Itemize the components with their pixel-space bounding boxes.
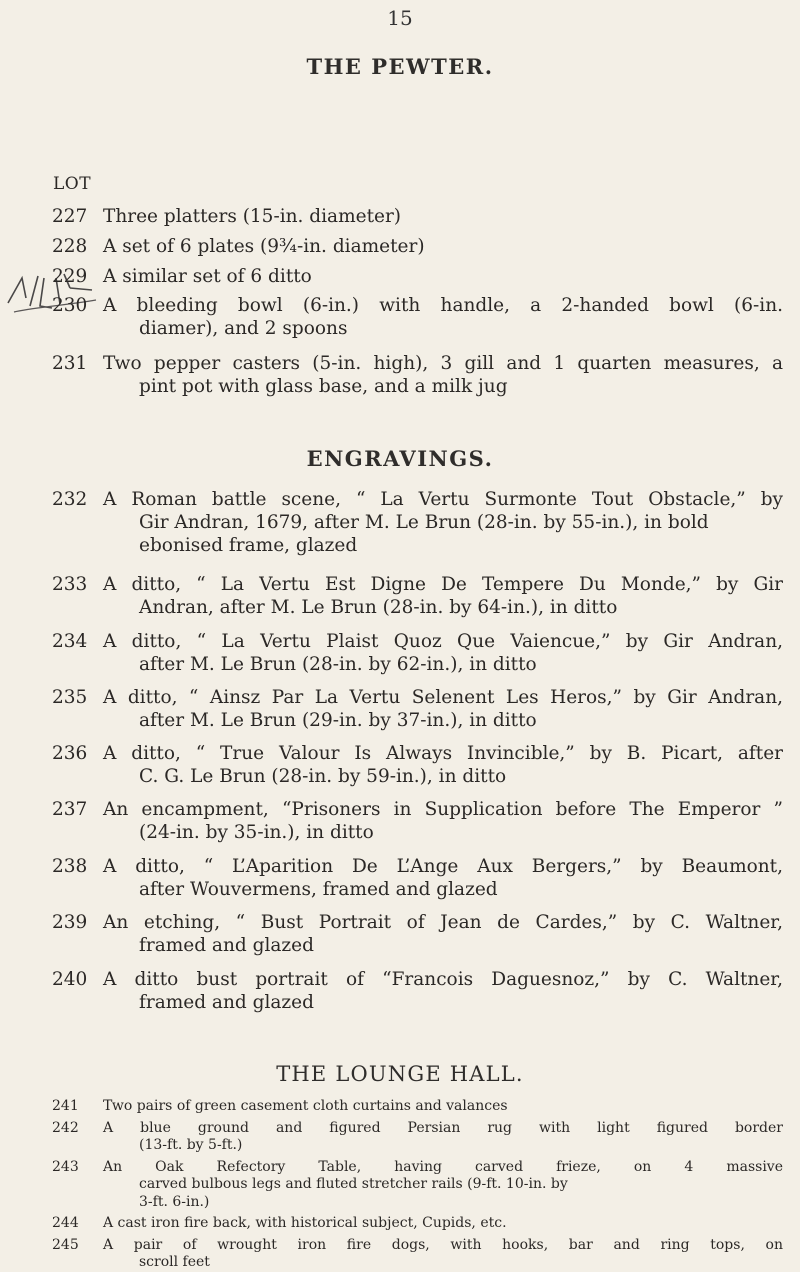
lot-description: Two pairs of green casement cloth curtains and valances (103, 1098, 508, 1114)
lot-number: 228 (52, 236, 88, 257)
lot-number: 231 (52, 353, 88, 374)
lot-description: A Roman battle scene, “ La Vertu Surmonte Tout Obstacle,” by (103, 489, 783, 510)
lot-description-cont: Gir Andran, 1679, after M. Le Brun (28-in. by 55-in.), in bold (139, 512, 709, 533)
lot-number: 239 (52, 912, 88, 933)
lot-description: A ditto, “ Ainsz Par La Vertu Selenent Les Heros,” by Gir Andran, (103, 687, 783, 708)
lot-number: 241 (52, 1098, 79, 1114)
lot-number: 238 (52, 856, 88, 877)
lot-number: 232 (52, 489, 88, 510)
lot-description: A ditto, “ L’Aparition De L’Ange Aux Bergers,” by Beaumont, (103, 856, 783, 877)
lot-number: 243 (52, 1158, 79, 1175)
lot-description-cont: C. G. Le Brun (28-in. by 59-in.), in ditto (139, 766, 507, 787)
lot-description: A ditto bust portrait of “Francois Daguesnoz,” by C. Waltner, (103, 969, 783, 990)
lot-number: 242 (52, 1119, 79, 1136)
lot-number: 233 (52, 574, 88, 595)
lot-description: Two pepper casters (5-in. high), 3 gill and 1 quarten measures, a (103, 353, 783, 374)
lot-number: 235 (52, 687, 88, 708)
lot-description-cont: after M. Le Brun (29-in. by 37-in.), in ditto (139, 710, 537, 731)
lot-description-cont: pint pot with glass base, and a milk jug (139, 376, 508, 397)
lot-number: 240 (52, 969, 88, 990)
lot-description-cont: Andran, after M. Le Brun (28-in. by 64-in.), in ditto (139, 597, 618, 618)
lot-description: A ditto, “ La Vertu Plaist Quoz Que Vaiencue,” by Gir Andran, (103, 631, 783, 652)
lot-description: A bleeding bowl (6-in.) with handle, a 2-handed bowl (6-in. (103, 295, 783, 316)
lot-description-cont: after Wouvermens, framed and glazed (139, 879, 498, 900)
lot-description-cont: diamer), and 2 spoons (139, 318, 348, 339)
lot-number: 234 (52, 631, 88, 652)
lot-description: Three platters (15-in. diameter) (103, 206, 402, 227)
lot-description-cont: (24-in. by 35-in.), in ditto (139, 822, 374, 843)
lot-number: 227 (52, 206, 88, 227)
lot-column-header: LOT (53, 174, 92, 194)
lot-description-cont: carved bulbous legs and fluted stretcher rails (9-ft. 10-in. by (139, 1176, 568, 1192)
lot-description-cont: framed and glazed (139, 935, 314, 956)
lot-description: An encampment, “Prisoners in Supplication before The Emperor ” (103, 799, 783, 820)
lot-description-cont: (13-ft. by 5-ft.) (139, 1137, 243, 1153)
section-title-lounge-hall: THE LOUNGE HALL. (276, 1062, 524, 1086)
lot-description: A set of 6 plates (9¾-in. diameter) (103, 236, 425, 257)
lot-description: A blue ground and figured Persian rug with light figured border (103, 1119, 783, 1136)
lot-number: 244 (52, 1215, 79, 1231)
lot-description: A similar set of 6 ditto (103, 266, 312, 287)
lot-description: A pair of wrought iron fire dogs, with hooks, bar and ring tops, on (103, 1236, 783, 1253)
lot-description: An Oak Refectory Table, having carved frieze, on 4 massive (103, 1158, 783, 1175)
lot-description-cont: after M. Le Brun (28-in. by 62-in.), in ditto (139, 654, 537, 675)
section-title-engravings: ENGRAVINGS. (306, 446, 494, 471)
lot-description: A ditto, “ La Vertu Est Digne De Tempere Du Monde,” by Gir (103, 574, 783, 595)
lot-description-cont: scroll feet (139, 1254, 210, 1270)
lot-number: 230 (52, 295, 88, 316)
section-title-pewter: THE PEWTER. (306, 54, 494, 79)
lot-description: An etching, “ Bust Portrait of Jean de Cardes,” by C. Waltner, (103, 912, 783, 933)
lot-number: 245 (52, 1236, 79, 1253)
lot-number: 236 (52, 743, 88, 764)
lot-description: A cast iron fire back, with historical subject, Cupids, etc. (103, 1215, 507, 1231)
lot-description-cont: ebonised frame, glazed (139, 535, 358, 556)
lot-number: 237 (52, 799, 88, 820)
lot-description-cont: framed and glazed (139, 992, 314, 1013)
page-number: 15 (387, 6, 413, 30)
lot-description: A ditto, “ True Valour Is Always Invincible,” by B. Picart, after (103, 743, 783, 764)
lot-description-cont: 3-ft. 6-in.) (139, 1193, 210, 1210)
lot-number: 229 (52, 266, 88, 287)
